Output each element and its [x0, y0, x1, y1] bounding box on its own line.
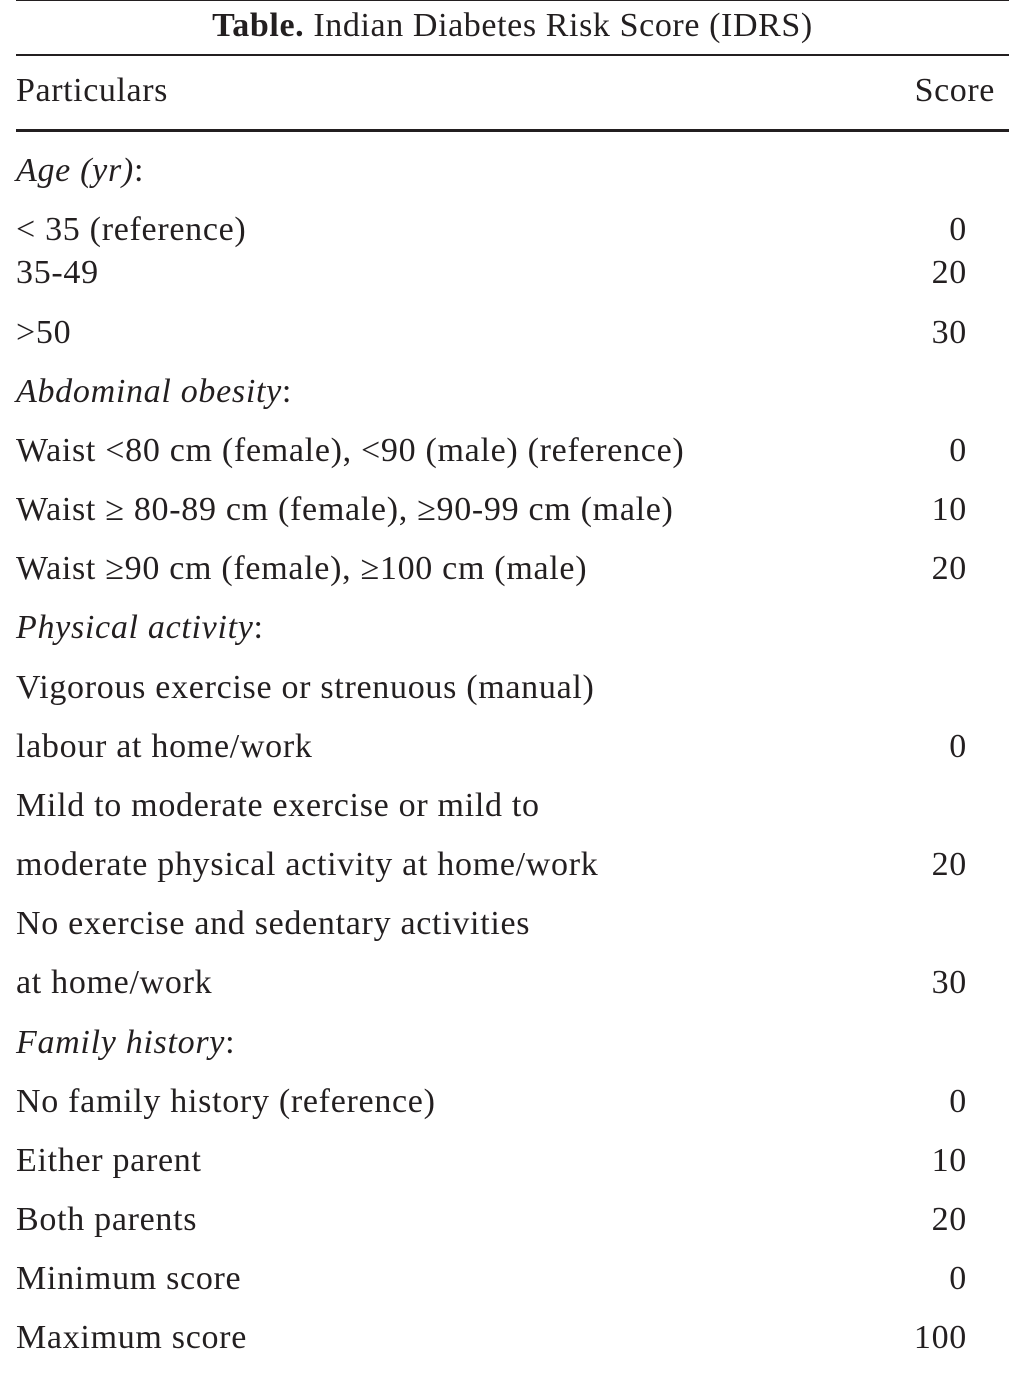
- row-text: Either parent: [16, 1142, 202, 1179]
- section-heading-family-history: [16, 1023, 967, 1063]
- table-row: [16, 1082, 967, 1122]
- row-text: 35-49: [16, 254, 99, 291]
- row-text: Both parents: [16, 1201, 198, 1238]
- row-score: 0: [949, 728, 967, 765]
- table-caption-title: Indian Diabetes Risk Score (IDRS): [313, 7, 813, 44]
- section-heading-physical-activity: [16, 608, 967, 648]
- section-label: Abdominal obesity: [16, 373, 282, 410]
- table-row: [16, 313, 967, 353]
- table-row: [16, 431, 967, 471]
- row-text: >50: [16, 314, 72, 351]
- row-score: 100: [913, 1319, 967, 1356]
- row-score: 0: [949, 211, 967, 248]
- table-row: [16, 253, 967, 293]
- table-row: [16, 1200, 967, 1240]
- table-caption-label: Table.: [212, 7, 305, 44]
- column-header-score: Score: [914, 72, 995, 109]
- section-label: Age (yr): [16, 152, 134, 189]
- table-row: [16, 727, 967, 767]
- row-text: No family history (reference): [16, 1083, 436, 1120]
- row-text: Waist ≥90 cm (female), ≥100 cm (male): [16, 550, 588, 587]
- section-heading-age: [16, 151, 967, 191]
- row-score: 0: [949, 1260, 967, 1297]
- row-score: 20: [931, 550, 967, 587]
- row-score: 10: [931, 1142, 967, 1179]
- row-text: Maximum score: [16, 1319, 247, 1356]
- row-score: 30: [931, 314, 967, 351]
- caption-divider-rule: [16, 54, 1009, 56]
- header-divider-rule: [16, 129, 1009, 132]
- row-score: 20: [931, 1201, 967, 1238]
- table-row: [16, 668, 967, 708]
- table-row: [16, 786, 967, 826]
- section-colon: :: [133, 152, 145, 189]
- row-score: 20: [931, 846, 967, 883]
- row-score: 30: [931, 964, 967, 1001]
- row-score: 20: [931, 254, 967, 291]
- row-text: Waist ≥ 80-89 cm (female), ≥90-99 cm (male): [16, 491, 674, 528]
- row-text: Vigorous exercise or strenuous (manual): [16, 669, 595, 706]
- minimum-score-row: [16, 1259, 967, 1299]
- table-row: [16, 549, 967, 589]
- section-colon: :: [253, 609, 264, 646]
- row-text: Waist <80 cm (female), <90 (male) (reference): [16, 432, 685, 469]
- section-heading-abdominal-obesity: [16, 372, 967, 412]
- column-header-particulars: Particulars: [16, 72, 168, 109]
- table-row: [16, 210, 967, 250]
- table-caption: [16, 6, 1009, 46]
- row-text: Mild to moderate exercise or mild to: [16, 787, 540, 824]
- section-label: Physical activity: [16, 609, 254, 646]
- row-score: 0: [949, 1083, 967, 1120]
- row-score: 0: [949, 432, 967, 469]
- table-row: [16, 963, 967, 1003]
- table-row: [16, 904, 967, 944]
- table-row: [16, 490, 967, 530]
- maximum-score-row: [16, 1318, 967, 1358]
- row-text: labour at home/work: [16, 728, 313, 765]
- row-score: 10: [931, 491, 967, 528]
- table-row: [16, 1141, 967, 1181]
- section-colon: :: [225, 1024, 236, 1061]
- section-colon: :: [281, 373, 293, 410]
- section-label: Family history: [16, 1024, 226, 1061]
- row-text: No exercise and sedentary activities: [16, 905, 531, 942]
- row-text: Minimum score: [16, 1260, 242, 1297]
- table-top-rule: [16, 0, 1009, 1]
- row-text: at home/work: [16, 964, 213, 1001]
- row-text: moderate physical activity at home/work: [16, 846, 599, 883]
- table-row: [16, 845, 967, 885]
- row-text: < 35 (reference): [16, 211, 247, 248]
